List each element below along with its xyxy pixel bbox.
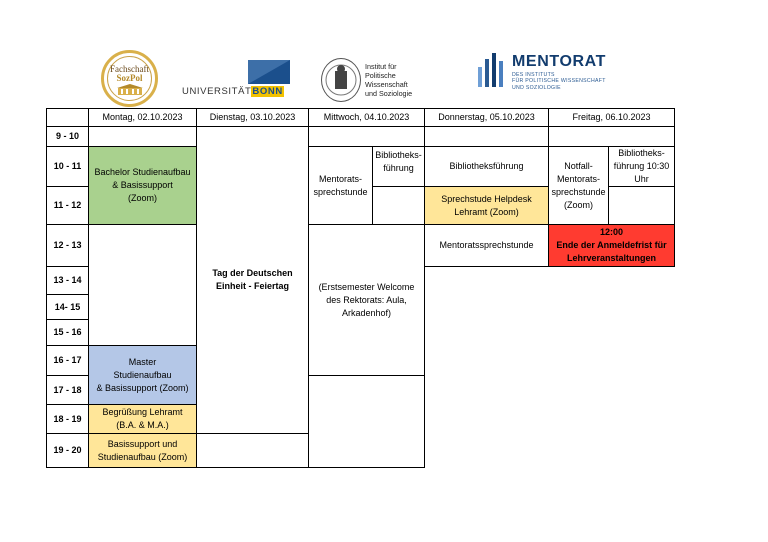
bonn-logo-mark xyxy=(248,60,290,84)
event-basissupport-studienaufbau: Basissupport und Studienaufbau (Zoom) xyxy=(89,434,197,468)
mentorat-title: MENTORAT xyxy=(512,53,606,70)
day-header-tuesday: Dienstag, 03.10.2023 xyxy=(197,109,309,127)
building-icon xyxy=(117,84,143,96)
event-notfall-mentoratssprechstunde: Notfall- Mentorats- sprechstunde (Zoom) xyxy=(549,147,609,225)
event-bibliotheksfuehrung-thu: Bibliotheksführung xyxy=(425,147,549,187)
empty-cell xyxy=(609,187,675,225)
day-header-monday: Montag, 02.10.2023 xyxy=(89,109,197,127)
institut-line4: und Soziologie xyxy=(365,89,413,98)
institut-line1: Institut für xyxy=(365,62,397,71)
time-slot: 17 - 18 xyxy=(47,376,89,405)
time-slot: 13 - 14 xyxy=(47,267,89,295)
empty-cell xyxy=(373,187,425,225)
empty-cell xyxy=(425,267,549,468)
event-mentoratssprechstunde-wed: Mentorats- sprechstunde xyxy=(309,147,373,225)
time-slot: 15 - 16 xyxy=(47,320,89,346)
bonn-logo-wordmark: UNIVERSITÄTBONN xyxy=(182,86,283,97)
event-sprechstude-helpdesk-lehramt: Sprechstude Helpdesk Lehramt (Zoom) xyxy=(425,187,549,225)
time-slot: 16 - 17 xyxy=(47,346,89,376)
empty-cell xyxy=(425,127,549,147)
time-slot: 11 - 12 xyxy=(47,187,89,225)
time-slot: 18 - 19 xyxy=(47,405,89,434)
empty-cell xyxy=(549,267,675,468)
event-bibliotheksfuehrung-wed: Bibliotheks- führung xyxy=(373,147,425,187)
time-slot: 19 - 20 xyxy=(47,434,89,468)
fachschaft-logo-line2: SozPol xyxy=(116,73,143,83)
fachschaft-sozpol-logo xyxy=(101,50,158,107)
institut-line3: Wissenschaft xyxy=(365,80,408,89)
event-erstsemester-welcome: (Erstsemester Welcome des Rektorats: Aula, Arkadenhof) xyxy=(309,225,425,376)
institut-logo xyxy=(321,58,421,104)
empty-cell xyxy=(89,127,197,147)
event-ende-der-anmeldefrist: 12:00 Ende der Anmeldefrist für Lehrveranstaltungen xyxy=(549,225,675,267)
uni-bonn-logo xyxy=(182,60,294,100)
logo-header xyxy=(0,0,768,105)
event-master-studienaufbau: Master Studienaufbau & Basissupport (Zoom) xyxy=(89,346,197,405)
empty-cell xyxy=(549,127,675,147)
empty-cell xyxy=(197,434,309,468)
empty-cell xyxy=(89,225,197,346)
time-column-header xyxy=(47,109,89,127)
mentorat-sub1: DES INSTITUTS xyxy=(512,72,555,78)
empty-cell xyxy=(309,376,425,468)
seal-icon xyxy=(321,58,361,102)
day-header-friday: Freitag, 06.10.2023 xyxy=(549,109,675,127)
mentorat-logo xyxy=(474,53,634,103)
day-header-thursday: Donnerstag, 05.10.2023 xyxy=(425,109,549,127)
empty-cell xyxy=(309,127,425,147)
event-mentoratssprechstunde-thu: Mentoratssprechstunde xyxy=(425,225,549,267)
day-header-wednesday: Mittwoch, 04.10.2023 xyxy=(309,109,425,127)
time-slot: 12 - 13 xyxy=(47,225,89,267)
time-slot: 14- 15 xyxy=(47,295,89,320)
institut-line2: Politische xyxy=(365,71,396,80)
event-tag-der-deutschen-einheit: Tag der Deutschen Einheit - Feiertag xyxy=(197,127,309,434)
event-bachelor-studienaufbau: Bachelor Studienaufbau & Basissupport (Zoom) xyxy=(89,147,197,225)
mentorat-sub3: UND SOZIOLOGIE xyxy=(512,84,561,91)
timetable xyxy=(46,108,675,468)
event-bibliotheksfuehrung-fri: Bibliotheks- führung 10:30 Uhr xyxy=(609,147,675,187)
event-begruessung-lehramt: Begrüßung Lehramt (B.A. & M.A.) xyxy=(89,405,197,434)
fachschaft-logo-line1: Fachschaft xyxy=(110,64,149,74)
time-slot: 10 - 11 xyxy=(47,147,89,187)
time-slot: 9 - 10 xyxy=(47,127,89,147)
mentorat-sub2: FÜR POLITISCHE WISSENSCHAFT xyxy=(512,78,606,85)
